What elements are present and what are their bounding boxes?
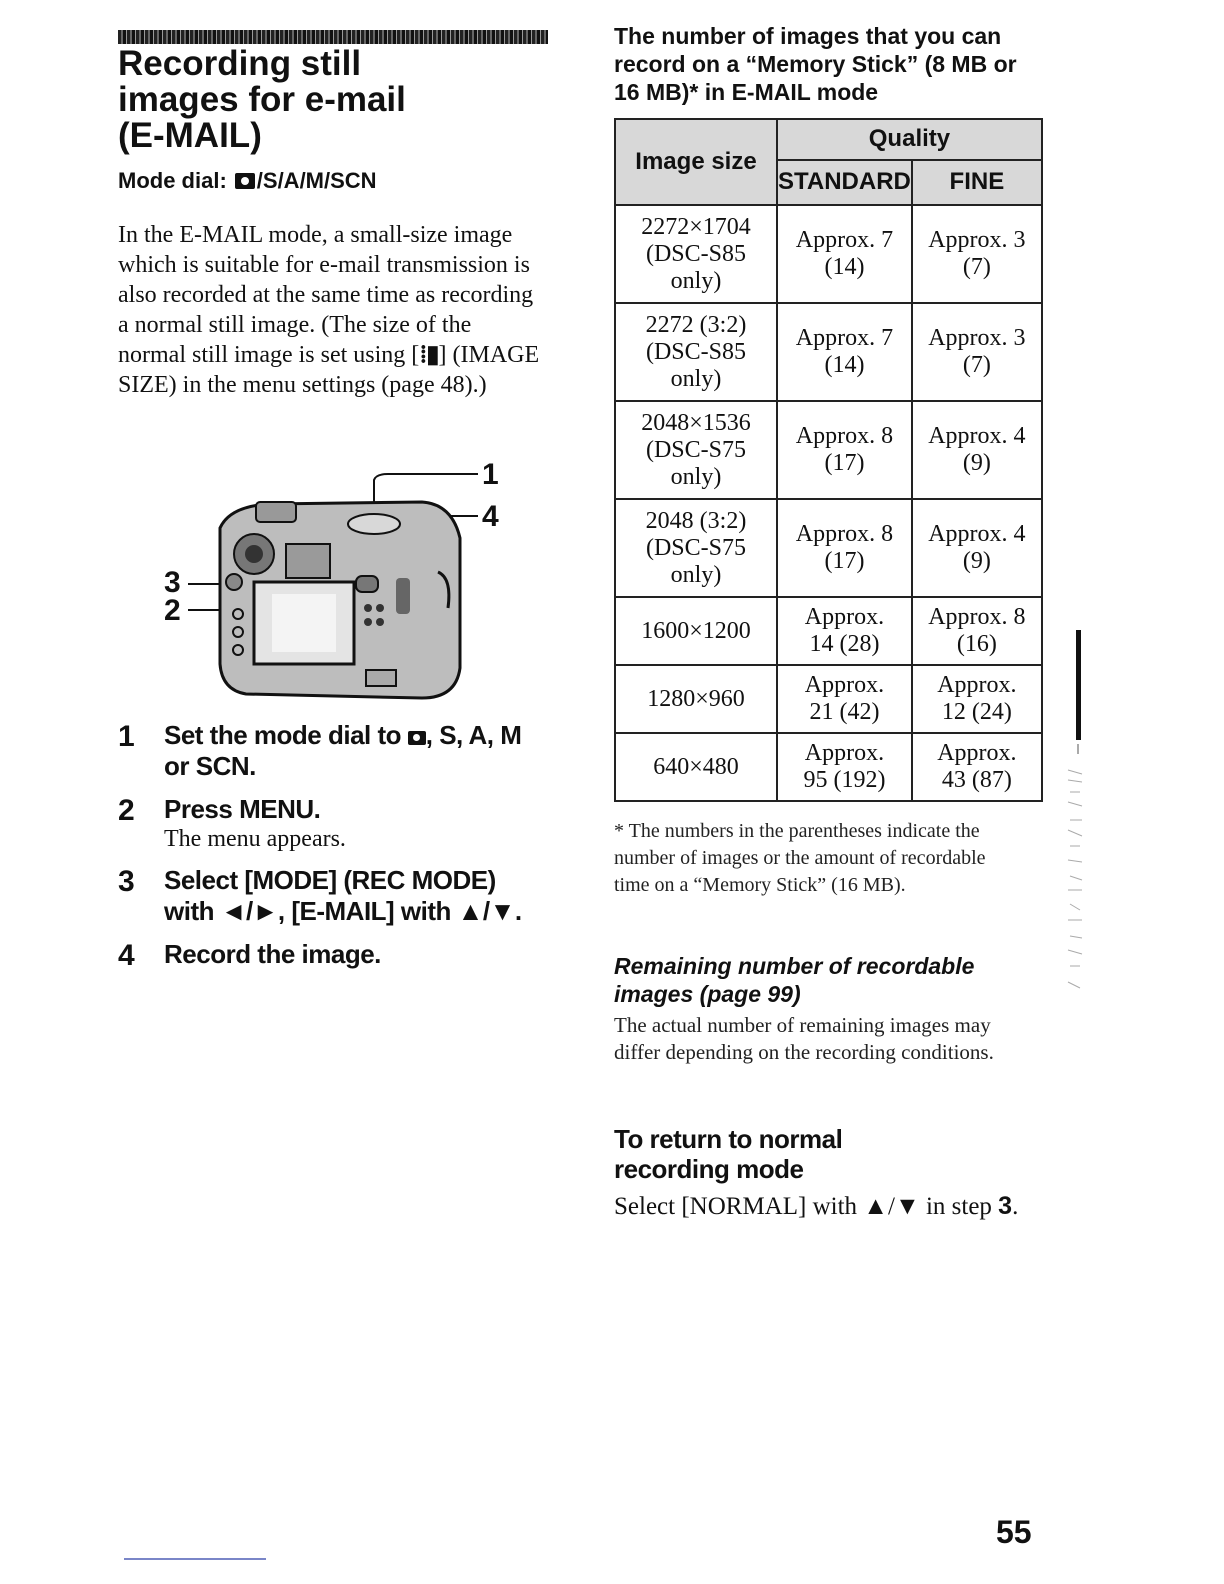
header-standard: STANDARD — [777, 160, 912, 205]
mode-dial-modes: /S/A/M/SCN — [256, 168, 377, 193]
cell-size: 1280×960 — [647, 685, 745, 712]
intro-paragraph — [118, 220, 543, 400]
cell-fine: Approx. 3 — [928, 227, 1026, 253]
cell-size: only) — [670, 561, 722, 588]
return-body-end: . — [1012, 1193, 1019, 1220]
cell-size: 640×480 — [653, 753, 739, 780]
step-text — [164, 720, 548, 782]
table-row — [615, 303, 1042, 401]
callout-3: 3 — [164, 566, 181, 599]
return-title — [614, 1124, 1044, 1184]
cell-size: (DSC-S75 — [645, 534, 747, 561]
cell-standard: Approx. — [804, 740, 885, 766]
cell-fine: (9) — [962, 548, 991, 574]
image-size-icon: ⁞▮ — [419, 342, 439, 368]
step-3 — [118, 865, 548, 927]
header-fine: FINE — [912, 160, 1042, 205]
cell-fine: (7) — [962, 352, 991, 378]
cell-standard: Approx. 8 — [795, 423, 894, 449]
step-2 — [118, 794, 548, 853]
side-tab-marks — [1058, 620, 1098, 1020]
cell-fine: (16) — [956, 631, 997, 657]
remaining-title: Remaining number of recordable images (page 99) — [614, 953, 975, 1007]
cell-fine: (7) — [962, 254, 991, 280]
return-title-line-2: recording mode — [614, 1154, 804, 1184]
cell-size: (DSC-S85 — [645, 240, 747, 267]
table-row — [615, 665, 1042, 733]
mode-dial-line — [118, 168, 548, 194]
cell-fine: Approx. 8 — [928, 604, 1026, 630]
step-1-text-b: , S, A, M or SCN. — [164, 720, 522, 781]
table-row — [615, 499, 1042, 597]
mode-dial-label: Mode dial: — [118, 168, 227, 193]
steps-list — [118, 720, 548, 985]
camera-icon — [235, 173, 255, 189]
table-footnote: * The numbers in the parentheses indicate the number of images or the amount of recordable time on a “Memory Stick” (16 MB). — [614, 820, 986, 896]
step-text: Press MENU. — [164, 794, 321, 824]
remaining-body: The actual number of remaining images may differ depending on the recording conditions. — [614, 1013, 994, 1064]
cell-fine: Approx. — [937, 740, 1017, 766]
page-title-line-2: images for e-mail — [118, 80, 406, 119]
cell-fine: Approx. 4 — [928, 423, 1026, 449]
table-row — [615, 401, 1042, 499]
cell-size: (DSC-S75 — [645, 436, 747, 463]
cell-size: only) — [670, 463, 722, 490]
page-title-line-1: Recording still — [118, 44, 362, 83]
return-section — [614, 1124, 1044, 1221]
step-number: 1 — [118, 720, 135, 753]
cell-fine: Approx. 4 — [928, 521, 1026, 547]
left-column — [118, 30, 548, 400]
cell-standard: Approx. 8 — [795, 521, 894, 547]
callout-4: 4 — [482, 500, 499, 533]
return-title-line-1: To return to normal — [614, 1124, 843, 1154]
image-count-table — [614, 118, 1043, 802]
table-row — [615, 205, 1042, 303]
cell-size: (DSC-S85 — [645, 338, 747, 365]
cell-size: 1600×1200 — [641, 617, 751, 644]
callout-2: 2 — [164, 594, 181, 627]
cell-fine: (9) — [962, 450, 991, 476]
step-1 — [118, 720, 548, 782]
cell-fine: 43 (87) — [941, 767, 1012, 793]
page-number: 55 — [996, 1514, 1032, 1550]
camera-icon — [408, 731, 426, 745]
step-description: The menu appears. — [164, 826, 346, 852]
cell-size: 2272×1704 — [641, 213, 751, 240]
cell-standard: (14) — [824, 254, 865, 280]
step-4 — [118, 939, 548, 973]
chapter-side-tab — [1058, 620, 1098, 1020]
cell-size: 2272 (3:2) — [645, 311, 747, 338]
cell-standard: Approx. — [804, 604, 885, 630]
right-column — [614, 22, 1044, 106]
cell-standard: 95 (192) — [803, 767, 886, 793]
step-text: Select [MODE] (REC MODE) with ◄/►, [E-MAIL] with ▲/▼. — [164, 865, 522, 926]
step-number: 4 — [118, 939, 135, 972]
cell-fine: 12 (24) — [941, 699, 1012, 725]
cell-standard: (17) — [824, 450, 865, 476]
cell-size: only) — [670, 267, 722, 294]
cell-fine: Approx. — [937, 672, 1017, 698]
intro-text-2: ] (IMAGE SIZE) in the menu settings (page 48).) — [118, 342, 540, 398]
cell-standard: Approx. 7 — [795, 227, 894, 253]
return-body — [614, 1192, 1044, 1221]
cell-fine: Approx. 3 — [928, 325, 1026, 351]
page-title-line-3: (E-MAIL) — [118, 116, 262, 155]
page-title — [118, 46, 548, 154]
cell-size: 2048×1536 — [641, 409, 751, 436]
callout-1: 1 — [482, 458, 499, 491]
table-title: The number of images that you can record on a “Memory Stick” (8 MB or 16 MB)* in E-MAIL mode — [614, 23, 1017, 105]
camera-drawing — [160, 458, 510, 708]
cell-standard: (14) — [824, 352, 865, 378]
cell-standard: Approx. 7 — [795, 325, 894, 351]
cell-standard: Approx. — [804, 672, 885, 698]
heading-decoration-bar — [118, 30, 548, 44]
cell-size: 2048 (3:2) — [645, 507, 747, 534]
table-row — [615, 597, 1042, 665]
step-number: 2 — [118, 794, 135, 827]
bottom-rule — [124, 1558, 266, 1560]
cell-standard: 21 (42) — [809, 699, 880, 725]
cell-size: only) — [670, 365, 722, 392]
remaining-section — [614, 952, 1034, 1066]
intro-text-1: In the E-MAIL mode, a small-size image which is suitable for e-mail transmission is also recorded at the same time as recording a normal still image. (The size of the normal still image is set using [ — [118, 222, 534, 368]
header-quality: Quality — [777, 119, 1042, 160]
header-image-size: Image size — [615, 119, 777, 205]
step-text: Record the image. — [164, 939, 381, 969]
table-row — [615, 733, 1042, 801]
return-step-ref: 3 — [998, 1192, 1013, 1220]
step-1-text-a: Set the mode dial to — [164, 720, 408, 750]
return-body-text: Select [NORMAL] with ▲/▼ in step — [614, 1193, 999, 1220]
cell-standard: 14 (28) — [809, 631, 880, 657]
cell-standard: (17) — [824, 548, 865, 574]
step-number: 3 — [118, 865, 135, 898]
camera-illustration — [160, 458, 510, 708]
